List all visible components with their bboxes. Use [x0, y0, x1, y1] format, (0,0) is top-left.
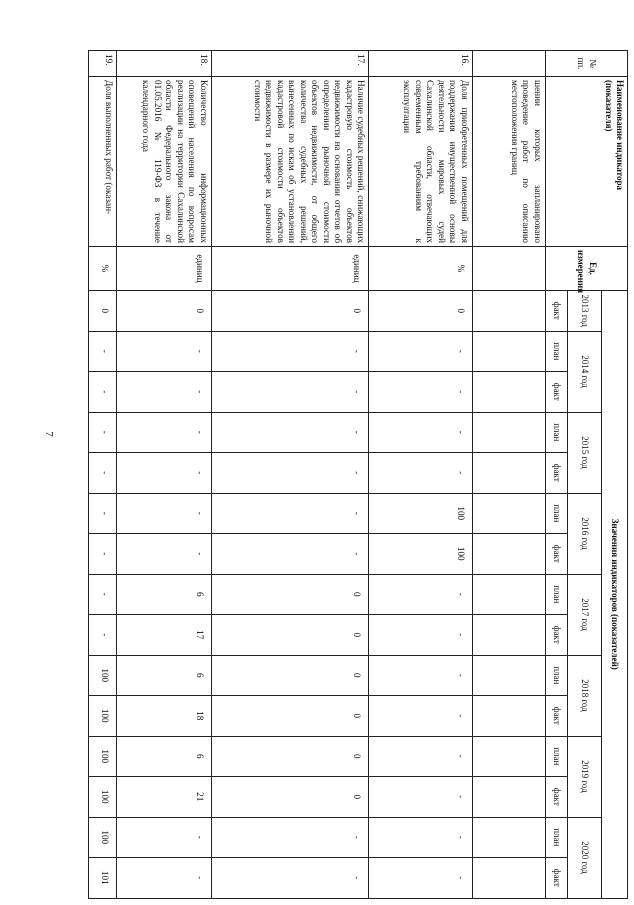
header-fact: факт: [546, 372, 568, 413]
value-cell: -: [369, 372, 473, 413]
header-values-group: Значения индикаторов (показателей): [602, 291, 628, 899]
value-cell: [472, 291, 545, 332]
value-cell: -: [117, 453, 211, 494]
value-cell: 0: [369, 291, 473, 332]
value-cell: -: [211, 858, 369, 899]
header-year-2014: 2014 год: [568, 331, 602, 412]
value-cell: -: [117, 372, 211, 413]
value-cell: 100: [89, 777, 117, 818]
table-row: [117, 51, 211, 899]
value-cell: -: [89, 615, 117, 656]
row-number: [472, 51, 545, 77]
value-cell: 17: [117, 615, 211, 656]
value-cell: 100: [89, 655, 117, 696]
value-cell: -: [211, 331, 369, 372]
value-cell: [472, 331, 545, 372]
row-number: 17.: [211, 51, 369, 77]
value-cell: -: [211, 493, 369, 534]
unit-cell: единиц: [211, 247, 369, 291]
header-year-2015: 2015 год: [568, 412, 602, 493]
value-cell: -: [369, 817, 473, 858]
table-row: [472, 51, 545, 899]
header-fact: факт: [546, 615, 568, 656]
value-cell: [472, 574, 545, 615]
table-row: [89, 51, 117, 899]
unit-cell: [472, 247, 545, 291]
value-cell: [472, 534, 545, 575]
value-cell: -: [89, 372, 117, 413]
value-cell: 0: [211, 777, 369, 818]
value-cell: -: [117, 534, 211, 575]
value-cell: -: [369, 777, 473, 818]
table-row: [211, 51, 369, 899]
indicator-name: Наличие судебных решений, снижающих кадастровую стоимость объектов недвижимости на основании отчетов об определении рыночной стоимости объектов недвижимости, от общего количества судебных решений, вынесенных по искам об установлении кадастровой стоимости объектов недвижимости в размере их рыночной стоимости: [211, 77, 369, 247]
value-cell: 21: [117, 777, 211, 818]
value-cell: -: [369, 858, 473, 899]
header-plan: план: [546, 736, 568, 777]
row-number: 16.: [369, 51, 473, 77]
value-cell: -: [89, 534, 117, 575]
value-cell: -: [211, 412, 369, 453]
header-year-2018: 2018 год: [568, 655, 602, 736]
header-fact: факт: [546, 858, 568, 899]
value-cell: [472, 372, 545, 413]
value-cell: -: [369, 331, 473, 372]
header-fact: факт: [546, 291, 568, 332]
header-plan: план: [546, 655, 568, 696]
value-cell: 100: [89, 736, 117, 777]
indicator-name: шении которых запланировано проведение работ по описанию местоположения границ: [472, 77, 545, 247]
value-cell: [472, 615, 545, 656]
value-cell: 0: [117, 291, 211, 332]
header-fact: факт: [546, 777, 568, 818]
value-cell: 0: [211, 736, 369, 777]
value-cell: 0: [211, 655, 369, 696]
header-year-2020: 2020 год: [568, 817, 602, 898]
header-year-2016: 2016 год: [568, 493, 602, 574]
value-cell: -: [369, 696, 473, 737]
value-cell: -: [211, 372, 369, 413]
page-number: 7: [43, 431, 55, 437]
value-cell: [472, 453, 545, 494]
value-cell: 100: [369, 493, 473, 534]
value-cell: -: [89, 331, 117, 372]
row-number: 19.: [89, 51, 117, 77]
header-fact: факт: [546, 696, 568, 737]
value-cell: 0: [89, 291, 117, 332]
value-cell: 0: [211, 574, 369, 615]
header-year-2013: 2013 год: [568, 291, 602, 332]
indicator-name: Доля приобретенных помещений для поддержания имущественной основы деятельности мировых судей Сахалинской области, отвечающих современным требованиям к эксплуатации: [369, 77, 473, 247]
unit-cell: %: [369, 247, 473, 291]
unit-cell: %: [89, 247, 117, 291]
header-plan: план: [546, 817, 568, 858]
header-fact: факт: [546, 534, 568, 575]
value-cell: 0: [211, 291, 369, 332]
value-cell: -: [211, 453, 369, 494]
value-cell: -: [211, 534, 369, 575]
value-cell: [472, 777, 545, 818]
value-cell: 0: [211, 615, 369, 656]
value-cell: 18: [117, 696, 211, 737]
unit-cell: единиц: [117, 247, 211, 291]
value-cell: [472, 412, 545, 453]
value-cell: 100: [89, 696, 117, 737]
value-cell: -: [369, 574, 473, 615]
value-cell: [472, 696, 545, 737]
value-cell: -: [89, 574, 117, 615]
value-cell: 6: [117, 736, 211, 777]
value-cell: -: [89, 412, 117, 453]
value-cell: -: [117, 331, 211, 372]
value-cell: 0: [211, 696, 369, 737]
header-plan: план: [546, 574, 568, 615]
value-cell: -: [89, 493, 117, 534]
header-plan: план: [546, 412, 568, 453]
indicator-name: Количество информационных оповещений населения по вопросам реализации на территории Сахалинской области Федерального закона от 01.05.2016 № 119-ФЗ в течение календарного года: [117, 77, 211, 247]
header-unit: Ед. измерения: [546, 247, 628, 291]
value-cell: -: [211, 817, 369, 858]
indicator-name: Доля выполненных работ (оказан-: [89, 77, 117, 247]
header-name: Наименование индикатора (показателя): [546, 77, 628, 247]
table-row: [369, 51, 473, 899]
value-cell: -: [369, 453, 473, 494]
value-cell: 100: [89, 817, 117, 858]
value-cell: [472, 736, 545, 777]
value-cell: -: [369, 412, 473, 453]
value-cell: -: [89, 453, 117, 494]
header-no: № пп.: [546, 51, 628, 77]
value-cell: -: [117, 858, 211, 899]
value-cell: [472, 655, 545, 696]
value-cell: 6: [117, 655, 211, 696]
value-cell: [472, 858, 545, 899]
header-plan: план: [546, 493, 568, 534]
row-number: 18.: [117, 51, 211, 77]
value-cell: [472, 493, 545, 534]
header-year-2017: 2017 год: [568, 574, 602, 655]
value-cell: -: [369, 655, 473, 696]
value-cell: -: [117, 817, 211, 858]
value-cell: -: [369, 736, 473, 777]
header-fact: факт: [546, 453, 568, 494]
value-cell: [472, 817, 545, 858]
indicators-table: [88, 50, 628, 899]
value-cell: -: [369, 615, 473, 656]
header-plan: план: [546, 331, 568, 372]
value-cell: 6: [117, 574, 211, 615]
value-cell: -: [117, 412, 211, 453]
value-cell: 101: [89, 858, 117, 899]
value-cell: -: [117, 493, 211, 534]
header-year-2019: 2019 год: [568, 736, 602, 817]
indicators-table-container: [88, 50, 628, 898]
value-cell: 100: [369, 534, 473, 575]
